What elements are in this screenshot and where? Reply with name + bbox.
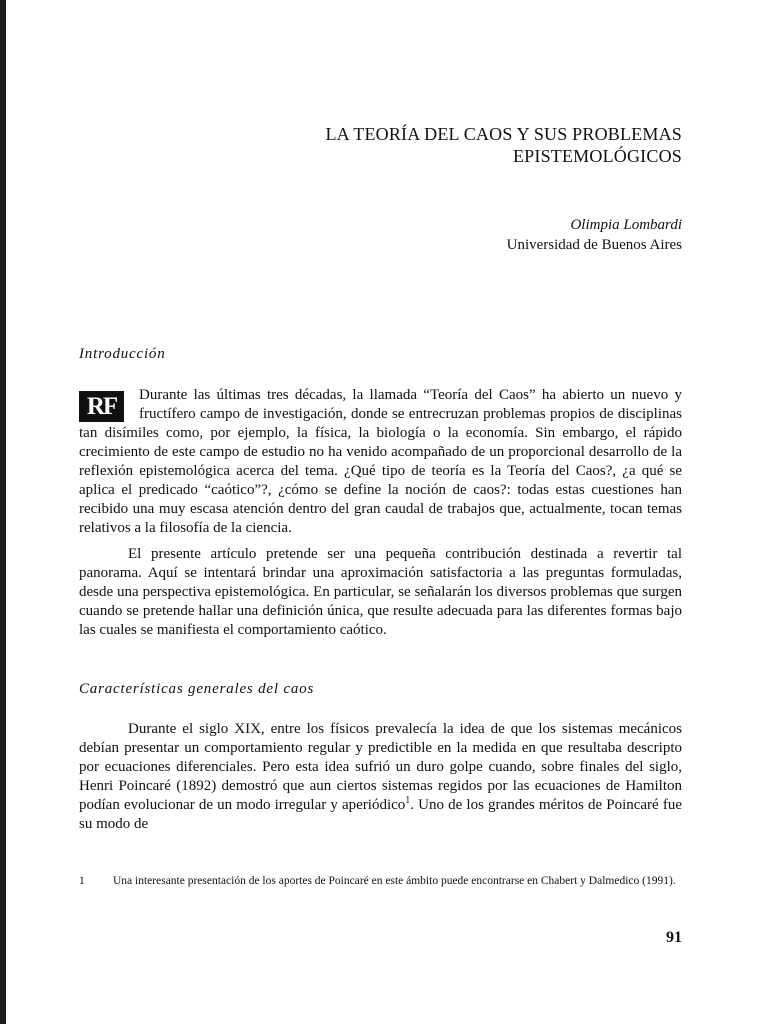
author-name: Olimpia Lombardi — [570, 217, 682, 233]
scan-page-edge — [0, 0, 6, 1024]
section-heading-introduccion: Introducción — [79, 346, 166, 362]
intro-paragraph-2: El presente artículo pretende ser una pequeña contribución destinada a revertir tal panorama. Aquí se intentará brindar una aproximación satisfactoria a las preguntas formuladas, desde una perspectiva epistemológica. En particular, se señalarán los diversos problemas que surgen cuando se pretende hallar una definición única, que resulte adecuada para las diferentes formas bajo las cuales se manifiesta el comportamiento caótico. — [79, 546, 682, 638]
paragraph-text: Durante el siglo XIX, entre los físicos prevalecía la idea de que los sistemas mecánicos debían presentar un comportamiento regular y predictible en la medida en que resultaba descripto por ecuaciones diferenciales. Pero esta idea sufrió un duro golpe cuando, sobre finales del siglo, Henri Poincaré (1892) demostró que aun ciertos sistemas regidos por las ecuaciones de Hamilton podían evolucionar de un modo irregular y aperiódico — [79, 721, 682, 813]
characteristics-section — [79, 720, 682, 834]
page-number: 91 — [666, 929, 682, 946]
introduction-section — [79, 386, 682, 640]
footnote-reference: 1 — [405, 795, 411, 806]
author-affiliation: Universidad de Buenos Aires — [506, 237, 682, 253]
footnote-mark: 1 — [79, 875, 85, 887]
title-line-1: LA TEORÍA DEL CAOS Y SUS PROBLEMAS — [325, 124, 682, 144]
article-title — [122, 123, 682, 167]
title-line-2: EPISTEMOLÓGICOS — [512, 146, 682, 166]
footnote — [79, 873, 682, 889]
intro-paragraph-1: Durante las últimas tres décadas, la llamada “Teoría del Caos” ha abierto un nuevo y fructífero campo de investigación, donde se entrecruzan problemas propios de disciplinas tan disímiles como, por ejemplo, la física, la biología o la economía. Sin embargo, el rápido crecimiento de este campo de estudio no ha venido acompañado de un proporcional desarrollo de la reflexión epistemológica acerca del tema. ¿Qué tipo de teoría es la Teoría del Caos?, ¿a qué se aplica el predicado “caótico”?, ¿cómo se define la noción de caos?: todas estas cuestiones han recibido una muy escasa atención dentro del gran caudal de trabajos que, actualmente, tocan temas relativos a la filosofía de la ciencia. — [79, 387, 682, 536]
characteristics-paragraph-1 — [79, 720, 682, 834]
journal-logo: RF — [79, 391, 124, 422]
paragraph-text-tail: . Uno de los grandes méritos de Poincaré fue su modo de — [79, 797, 682, 832]
footnote-text: Una interesante presentación de los aportes de Poincaré en este ámbito puede encontrarse en Chabert y Dalmedico (1991). — [113, 875, 676, 887]
section-heading-caracteristicas: Características generales del caos — [79, 681, 315, 697]
author-block — [282, 215, 682, 255]
